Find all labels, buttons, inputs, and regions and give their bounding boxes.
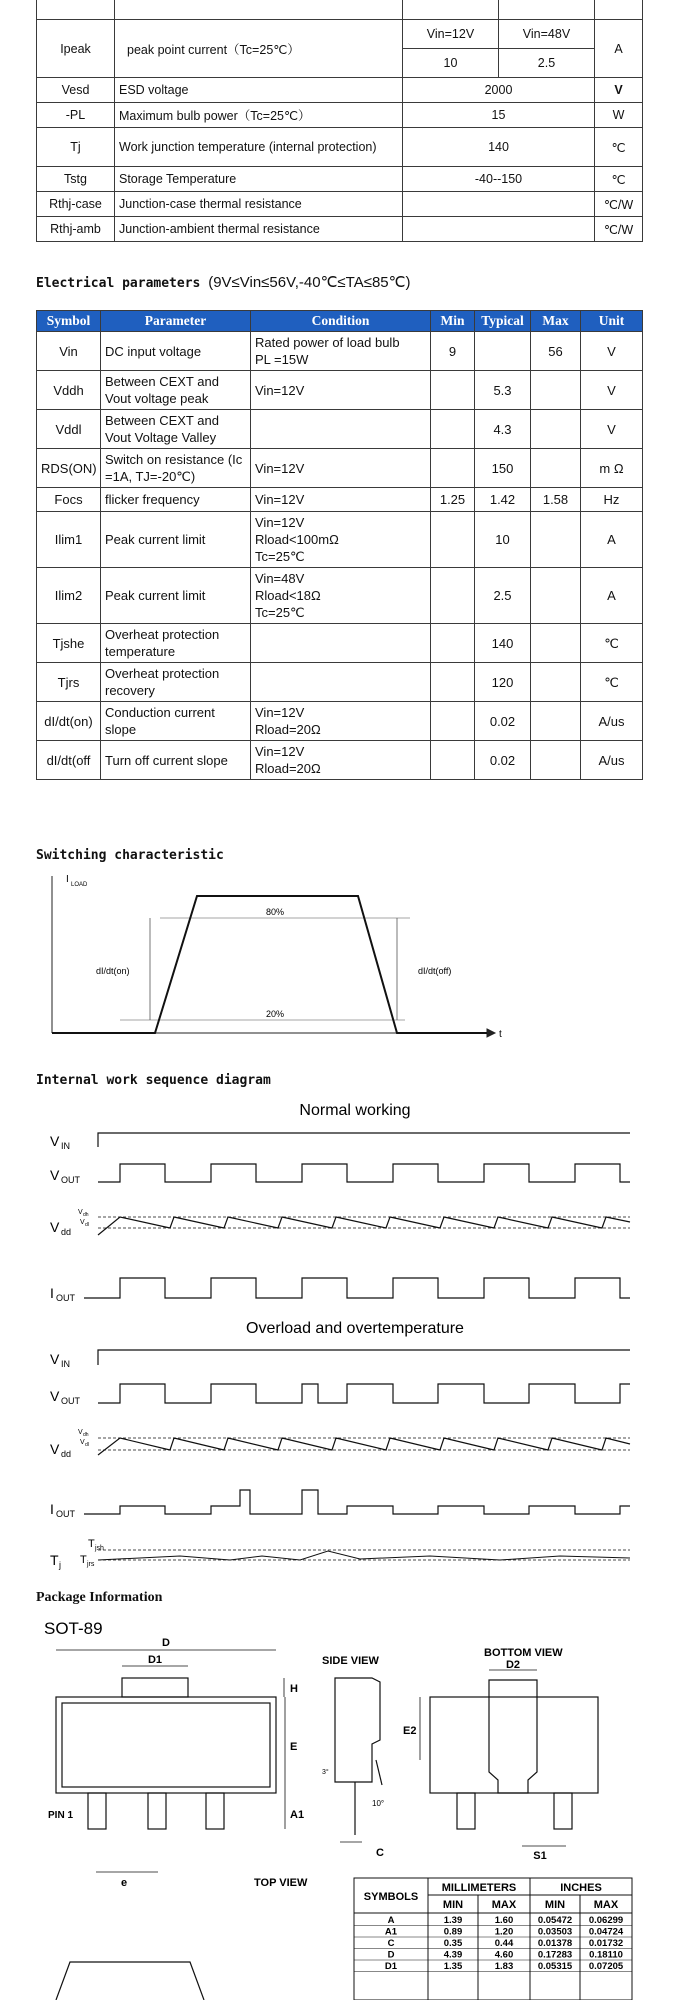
tjsh-label: T: [88, 1538, 95, 1550]
vin-label: V: [50, 1133, 60, 1149]
symbol-cell: Rthj-amb: [37, 217, 115, 242]
vin-label-sub: IN: [61, 1359, 70, 1369]
vdd-label: V: [50, 1441, 60, 1457]
electrical-title: [36, 273, 410, 291]
typical-cell: [475, 332, 531, 371]
unit-cell: A: [581, 512, 643, 568]
side-view-drawing: [335, 1678, 385, 1842]
parameter-cell: flicker frequency: [101, 488, 251, 512]
vdd-label-sub: dd: [61, 1449, 72, 1459]
dim-angle-small: 3°: [322, 1769, 329, 1776]
symbol-cell: Vin: [37, 332, 101, 371]
table-cell: [499, 0, 595, 20]
condition-cell: Rated power of load bulb PL =15W: [251, 332, 431, 371]
value-cell: 140: [403, 128, 595, 167]
unit-cell: ℃: [595, 128, 643, 167]
unit-cell: V: [581, 371, 643, 410]
dim-H: H: [290, 1683, 298, 1695]
symbol-cell: C: [387, 1938, 395, 1949]
unit-cell: ℃/W: [595, 192, 643, 217]
unit-cell: A: [581, 568, 643, 624]
table-row: [37, 371, 643, 410]
typical-cell: 0.02: [475, 741, 531, 780]
max-cell: [531, 702, 581, 741]
vdd-label-sub: dd: [61, 1227, 72, 1237]
vdl-label-sub: dl: [85, 1222, 89, 1228]
condition-cell: Vin=12V: [251, 449, 431, 488]
unit-cell: ℃: [595, 167, 643, 192]
parameter-cell: Between CEXT and Vout Voltage Valley: [101, 410, 251, 449]
max-cell: 1.58: [531, 488, 581, 512]
typical-cell: 1.42: [475, 488, 531, 512]
typical-cell: 120: [475, 663, 531, 702]
max-cell: [531, 624, 581, 663]
side-view-label: SIDE VIEW: [322, 1655, 379, 1667]
dim-angle: 10°: [372, 1799, 385, 1808]
table-row: [37, 741, 643, 780]
unit-cell: m Ω: [581, 449, 643, 488]
value-cell: [403, 192, 595, 217]
vout-label-sub: OUT: [61, 1396, 80, 1406]
symbol-cell: Tjshe: [37, 624, 101, 663]
max-cell: [531, 512, 581, 568]
parameter-cell: Conduction current slope: [101, 702, 251, 741]
dim-D2: D2: [505, 1659, 521, 1671]
typical-cell: 150: [475, 449, 531, 488]
symbol-cell: Ilim1: [37, 512, 101, 568]
symbol-cell: Tjrs: [37, 663, 101, 702]
vdd-waveform: [98, 1438, 630, 1455]
iout-label-sub: OUT: [56, 1293, 75, 1303]
max-cell: 56: [531, 332, 581, 371]
package-title: Package Information: [36, 1590, 163, 1605]
vout-label: V: [50, 1388, 60, 1404]
symbol-cell: Tj: [37, 128, 115, 167]
iout-label: I: [50, 1285, 54, 1301]
tjrs-label-sub: jrs: [87, 1561, 95, 1568]
dim-D1: D1: [147, 1654, 163, 1666]
parameter-cell: Peak current limit: [101, 568, 251, 624]
top-view-label: TOP VIEW: [254, 1877, 308, 1889]
tj-label-sub: j: [59, 1560, 61, 1570]
symbols-header: SYMBOLS: [363, 1891, 419, 1903]
table-row: [37, 568, 643, 624]
parameter-cell: Junction-case thermal resistance: [115, 192, 403, 217]
column-header: Unit: [581, 311, 643, 332]
parameter-cell: ESD voltage: [115, 78, 403, 103]
electrical-condition: (9V≤Vin≤56V,-40℃≤TA≤85℃): [208, 274, 411, 291]
table-row: [37, 663, 643, 702]
pin1-label: PIN 1: [48, 1810, 74, 1821]
unit-cell: A: [595, 20, 643, 78]
in-max-cell: 0.01732: [588, 1938, 624, 1949]
condition-cell: Vin=12V Rload=20Ω: [251, 741, 431, 780]
value-cell: 2.5: [499, 49, 595, 78]
vin-label-sub: IN: [61, 1141, 70, 1151]
vdd-waveform: [98, 1217, 630, 1235]
table-row: [37, 449, 643, 488]
top-view-drawing: [56, 1650, 285, 1872]
inches-header: INCHES: [560, 1882, 602, 1894]
column-header: Parameter: [101, 311, 251, 332]
unit-cell: ℃: [581, 624, 643, 663]
label-20: 20%: [265, 1009, 285, 1019]
min-cell: [431, 663, 475, 702]
max-cell: [531, 410, 581, 449]
typical-cell: 4.3: [475, 410, 531, 449]
condition-cell: Vin=12V: [403, 20, 499, 49]
typical-cell: 140: [475, 624, 531, 663]
parameter-cell: Work junction temperature (internal protection): [115, 128, 403, 167]
normal-working-title: Normal working: [299, 1102, 411, 1119]
x-axis-label: t: [499, 1029, 502, 1040]
parameter-cell: Junction-ambient thermal resistance: [115, 217, 403, 242]
table-cell: [403, 0, 499, 20]
tj-label: T: [50, 1552, 59, 1568]
table-row: [37, 0, 643, 20]
min-cell: [431, 410, 475, 449]
vdh-label: V: [78, 1209, 83, 1216]
dim-A1: A1: [290, 1809, 305, 1821]
table-cell: [37, 0, 115, 20]
mm-max-cell: 4.60: [494, 1949, 514, 1961]
package-name: SOT-89: [44, 1619, 103, 1638]
max-cell: [531, 568, 581, 624]
mm-min-header: MIN: [442, 1899, 464, 1911]
parameter-cell: Overheat protection temperature: [101, 624, 251, 663]
mm-max-cell: 1.20: [494, 1926, 514, 1938]
electrical-parameters-table: [36, 310, 643, 780]
in-max-cell: 0.04724: [588, 1926, 624, 1938]
tjrs-label: T: [80, 1554, 87, 1566]
column-header: Typical: [475, 311, 531, 332]
y-axis-label-sub: LOAD: [71, 882, 88, 888]
in-max-cell: 0.18110: [589, 1949, 623, 1961]
table-cell: [115, 0, 403, 20]
table-row: [37, 410, 643, 449]
unit-cell: W: [595, 103, 643, 128]
min-cell: [431, 702, 475, 741]
parameter-cell: peak point current（Tc=25℃）: [115, 20, 403, 78]
value-cell: 15: [403, 103, 595, 128]
typical-cell: 5.3: [475, 371, 531, 410]
mm-max-cell: 0.44: [494, 1938, 514, 1949]
electrical-title-text: Electrical parameters: [36, 276, 201, 291]
switching-title: Switching characteristic: [36, 848, 224, 863]
symbol-cell: Focs: [37, 488, 101, 512]
vdh-label-sub: dh: [83, 1212, 89, 1218]
table-header-row: [37, 311, 643, 332]
dim-S1: S1: [533, 1850, 547, 1862]
unit-cell: V: [581, 332, 643, 371]
min-cell: [431, 624, 475, 663]
electrical-table-body: [37, 332, 643, 780]
parameter-cell: Peak current limit: [101, 512, 251, 568]
mm-min-cell: 0.35: [443, 1938, 463, 1949]
column-header: Max: [531, 311, 581, 332]
column-header: Condition: [251, 311, 431, 332]
in-max-cell: 0.06299: [588, 1915, 624, 1926]
dim-E: E: [290, 1741, 298, 1753]
table-row: [37, 702, 643, 741]
mm-min-cell: 4.39: [443, 1949, 463, 1961]
absolute-ratings-table: [36, 0, 643, 242]
max-cell: [531, 663, 581, 702]
bottom-view-drawing: [420, 1670, 598, 1846]
table-row: [37, 624, 643, 663]
symbol-cell: Tstg: [37, 167, 115, 192]
in-min-cell: 0.05472: [537, 1915, 573, 1926]
table-row: [37, 20, 643, 49]
symbol-cell: A: [387, 1915, 395, 1926]
min-cell: [431, 449, 475, 488]
mm-header: MILLIMETERS: [441, 1882, 517, 1894]
sequence-diagram: [0, 1090, 675, 1595]
vout-waveform: [98, 1164, 630, 1182]
column-header: Min: [431, 311, 475, 332]
symbol-cell: Ipeak: [37, 20, 115, 78]
iout-waveform: [84, 1490, 630, 1514]
mm-min-cell: 0.89: [443, 1926, 463, 1938]
min-cell: 1.25: [431, 488, 475, 512]
unit-cell: V: [581, 410, 643, 449]
label-didt-off: dI/dt(off): [418, 966, 452, 976]
table-row: [37, 332, 643, 371]
table-row: [37, 512, 643, 568]
overload-title: Overload and overtemperature: [246, 1320, 464, 1337]
symbol-cell: Vddh: [37, 371, 101, 410]
mm-max-header: MAX: [491, 1899, 517, 1911]
sequence-title: Internal work sequence diagram: [36, 1073, 271, 1088]
symbol-cell: Vesd: [37, 78, 115, 103]
condition-cell: Vin=12V Rload=20Ω: [251, 702, 431, 741]
parameter-cell: Switch on resistance (Ic =1A, TJ=-20℃): [101, 449, 251, 488]
value-cell: -40--150: [403, 167, 595, 192]
unit-cell: Hz: [581, 488, 643, 512]
table-row: [37, 217, 643, 242]
label-80: 80%: [265, 907, 285, 917]
min-cell: [431, 741, 475, 780]
mm-min-cell: 1.39: [443, 1915, 463, 1926]
vout-label: V: [50, 1167, 60, 1183]
condition-cell: [251, 624, 431, 663]
vin-label: V: [50, 1351, 60, 1367]
min-cell: 9: [431, 332, 475, 371]
mm-max-cell: 1.83: [494, 1961, 514, 1972]
unit-cell: A/us: [581, 741, 643, 780]
symbol-cell: RDS(ON): [37, 449, 101, 488]
vdd-label: V: [50, 1219, 60, 1235]
value-cell: 10: [403, 49, 499, 78]
min-cell: [431, 512, 475, 568]
table-row: [37, 167, 643, 192]
unit-cell: ℃: [581, 663, 643, 702]
switching-diagram: [0, 868, 675, 1058]
column-header: Symbol: [37, 311, 101, 332]
symbol-cell: Ilim2: [37, 568, 101, 624]
table-row: [37, 128, 643, 167]
vout-label-sub: OUT: [61, 1175, 80, 1185]
in-min-cell: 0.17283: [537, 1949, 573, 1961]
in-min-cell: 0.05315: [537, 1961, 573, 1972]
package-outline-partial: [56, 1962, 204, 2000]
vdh-label: V: [78, 1429, 83, 1436]
arrow-icon: [487, 1029, 495, 1037]
tjsh-label-sub: jsh: [95, 1545, 104, 1552]
unit-cell: V: [595, 78, 643, 103]
parameter-cell: Storage Temperature: [115, 167, 403, 192]
y-axis-label: I: [66, 874, 69, 885]
symbol-cell: A1: [384, 1926, 398, 1938]
condition-cell: Vin=48V: [499, 20, 595, 49]
symbol-cell: Vddl: [37, 410, 101, 449]
symbol-cell: D1: [384, 1961, 398, 1972]
vdl-label: V: [80, 1219, 85, 1226]
in-max-header: MAX: [593, 1899, 619, 1911]
parameter-cell: Turn off current slope: [101, 741, 251, 780]
symbol-cell: D: [387, 1949, 395, 1961]
bottom-view-label: BOTTOM VIEW: [484, 1647, 563, 1659]
table-row: [37, 488, 643, 512]
max-cell: [531, 741, 581, 780]
typical-cell: 0.02: [475, 702, 531, 741]
condition-cell: Vin=12V Rload<100mΩ Tc=25℃: [251, 512, 431, 568]
min-cell: [431, 568, 475, 624]
symbol-cell: dI/dt(off: [37, 741, 101, 780]
max-cell: [531, 449, 581, 488]
unit-cell: ℃/W: [595, 217, 643, 242]
table-row: [37, 192, 643, 217]
vout-waveform: [98, 1384, 630, 1403]
package-drawing: [0, 1610, 675, 2000]
vdl-label-sub: dl: [85, 1442, 89, 1448]
parameter-cell: Between CEXT and Vout voltage peak: [101, 371, 251, 410]
iout-waveform: [84, 1278, 630, 1298]
table-row: [37, 78, 643, 103]
iout-label-sub: OUT: [56, 1509, 75, 1519]
vdl-label: V: [80, 1439, 85, 1446]
condition-cell: Vin=48V Rload<18Ω Tc=25℃: [251, 568, 431, 624]
symbol-cell: dI/dt(on): [37, 702, 101, 741]
vin-waveform: [98, 1350, 630, 1365]
unit-cell: A/us: [581, 702, 643, 741]
min-cell: [431, 371, 475, 410]
value-cell: [403, 217, 595, 242]
value-cell: 2000: [403, 78, 595, 103]
iout-label: I: [50, 1501, 54, 1517]
dim-E2: E2: [403, 1725, 417, 1737]
in-min-cell: 0.01378: [537, 1938, 573, 1949]
mm-min-cell: 1.35: [443, 1961, 463, 1972]
condition-cell: Vin=12V: [251, 371, 431, 410]
mm-max-cell: 1.60: [494, 1915, 514, 1926]
vin-waveform: [98, 1133, 630, 1147]
typical-cell: 2.5: [475, 568, 531, 624]
condition-cell: [251, 663, 431, 702]
dimension-table: [354, 1878, 632, 2000]
table-row: [37, 103, 643, 128]
condition-cell: [251, 410, 431, 449]
in-min-cell: 0.03503: [537, 1926, 573, 1938]
dim-D: D: [162, 1637, 170, 1649]
dim-e: e: [120, 1877, 128, 1889]
symbol-cell: Rthj-case: [37, 192, 115, 217]
parameter-cell: DC input voltage: [101, 332, 251, 371]
label-didt-on: dI/dt(on): [96, 966, 130, 976]
in-max-cell: 0.07205: [588, 1961, 624, 1972]
max-cell: [531, 371, 581, 410]
parameter-cell: Overheat protection recovery: [101, 663, 251, 702]
typical-cell: 10: [475, 512, 531, 568]
tj-waveform: [98, 1551, 630, 1560]
table-cell: [595, 0, 643, 20]
dim-C: C: [376, 1847, 384, 1859]
condition-cell: Vin=12V: [251, 488, 431, 512]
parameter-cell: Maximum bulb power（Tc=25℃）: [115, 103, 403, 128]
vdh-label-sub: dh: [83, 1432, 89, 1438]
symbol-cell: -PL: [37, 103, 115, 128]
in-min-header: MIN: [544, 1899, 566, 1911]
